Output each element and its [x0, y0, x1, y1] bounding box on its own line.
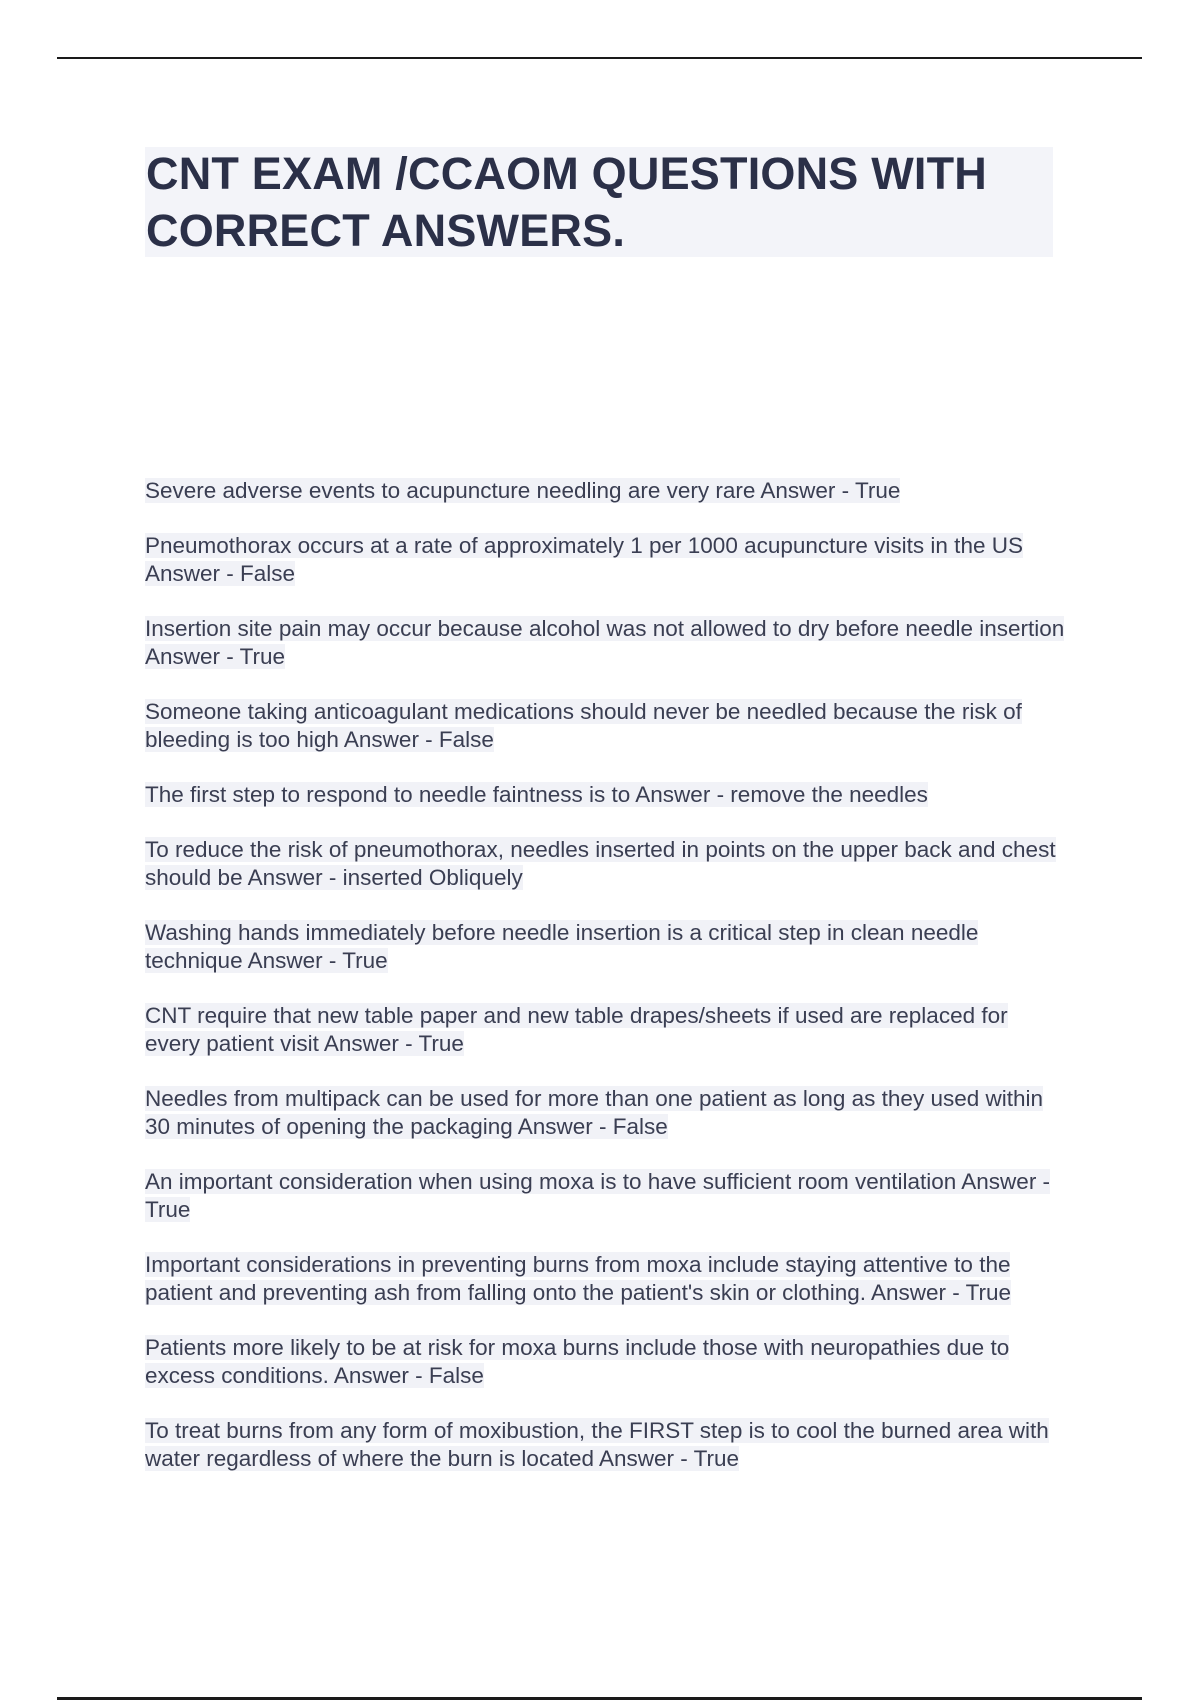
- qa-text: To reduce the risk of pneumothorax, needles inserted in points on the upper back and chest should be Answer - inserted Obliquely: [145, 837, 1056, 890]
- document-title: CNT EXAM /CCAOM QUESTIONS WITH CORRECT ANSWERS.: [146, 148, 987, 256]
- qa-text: Important considerations in preventing burns from moxa include staying attentive to the patient and preventing ash from falling onto the patient's skin or clothing. Answer - True: [145, 1252, 1012, 1305]
- qa-text: The first step to respond to needle faintness is to Answer - remove the needles: [145, 782, 928, 807]
- qa-text: CNT require that new table paper and new table drapes/sheets if used are replaced for every patient visit Answer - True: [145, 1003, 1008, 1056]
- qa-text: Pneumothorax occurs at a rate of approximately 1 per 1000 acupuncture visits in the US Answer - False: [145, 533, 1023, 586]
- qa-item: [145, 919, 1065, 975]
- top-divider: [57, 57, 1142, 59]
- qa-item: [145, 1334, 1065, 1390]
- qa-item: [145, 1085, 1065, 1141]
- qa-text: To treat burns from any form of moxibustion, the FIRST step is to cool the burned area with water regardless of where the burn is located Answer - True: [145, 1418, 1049, 1471]
- qa-item: [145, 1002, 1065, 1058]
- qa-list: [145, 477, 1065, 1500]
- qa-item: [145, 477, 1065, 505]
- qa-text: Severe adverse events to acupuncture needling are very rare Answer - True: [145, 478, 901, 503]
- qa-item: [145, 532, 1065, 588]
- qa-text: Washing hands immediately before needle insertion is a critical step in clean needle technique Answer - True: [145, 920, 979, 973]
- qa-text: Insertion site pain may occur because alcohol was not allowed to dry before needle insertion Answer - True: [145, 616, 1065, 669]
- qa-text: Someone taking anticoagulant medications should never be needled because the risk of bleeding is too high Answer - False: [145, 699, 1022, 752]
- qa-item: [145, 698, 1065, 754]
- qa-text: Patients more likely to be at risk for moxa burns include those with neuropathies due to excess conditions. Answer - False: [145, 1335, 1010, 1388]
- qa-text: An important consideration when using moxa is to have sufficient room ventilation Answer - True: [145, 1169, 1051, 1222]
- qa-text: Needles from multipack can be used for more than one patient as long as they used within 30 minutes of opening the packaging Answer - False: [145, 1086, 1044, 1139]
- qa-item: [145, 781, 1065, 809]
- qa-item: [145, 1251, 1065, 1307]
- qa-item: [145, 1417, 1065, 1473]
- qa-item: [145, 836, 1065, 892]
- qa-item: [145, 1168, 1065, 1224]
- qa-item: [145, 615, 1065, 671]
